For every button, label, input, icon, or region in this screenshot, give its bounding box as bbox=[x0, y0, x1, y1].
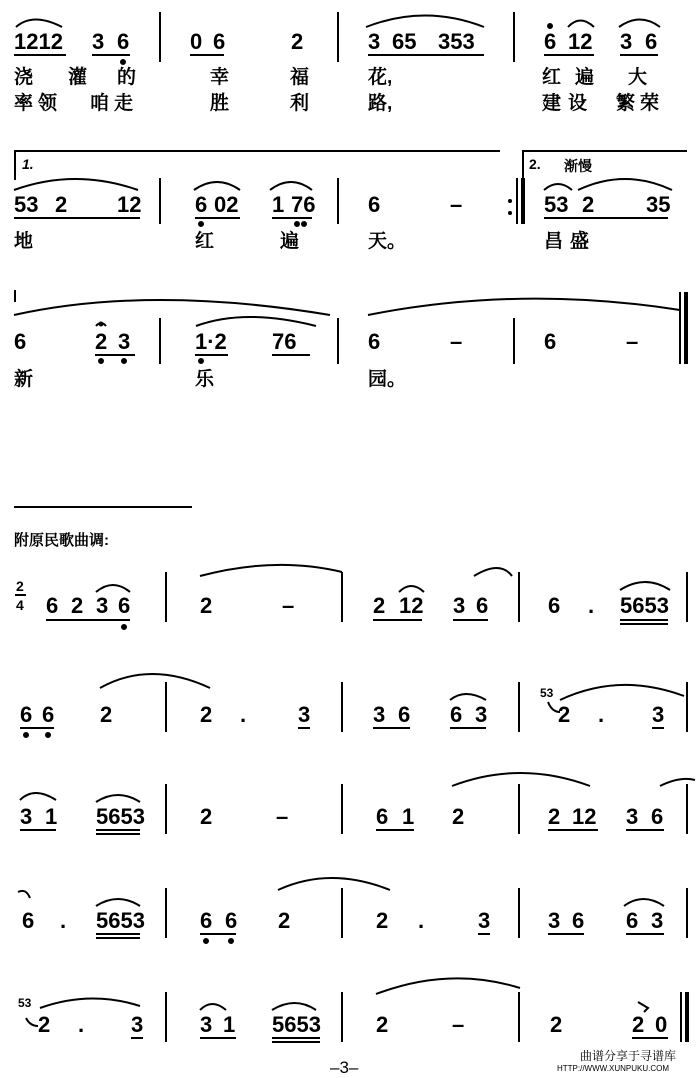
barline bbox=[341, 888, 343, 938]
note: 2 bbox=[582, 192, 595, 217]
slur bbox=[366, 16, 484, 28]
note: 5653 bbox=[96, 804, 145, 829]
note: 3 bbox=[453, 593, 466, 618]
note: 2 bbox=[376, 908, 389, 933]
lyric: 红 bbox=[542, 67, 562, 88]
volta-bracket-2-edge bbox=[522, 150, 524, 180]
slur bbox=[544, 184, 572, 190]
slur bbox=[40, 998, 140, 1008]
lyric: 咱 bbox=[90, 93, 110, 114]
slur bbox=[660, 779, 695, 786]
lyric: 新 bbox=[14, 369, 34, 390]
note: 3 bbox=[131, 1012, 144, 1037]
lyric: 胜 bbox=[210, 93, 230, 114]
dash: – bbox=[282, 593, 295, 618]
barline bbox=[341, 784, 343, 834]
note: 2 bbox=[200, 804, 213, 829]
note: 3 bbox=[475, 702, 488, 727]
slur bbox=[16, 20, 62, 28]
barline bbox=[341, 572, 343, 622]
note: 12 bbox=[117, 192, 142, 217]
note: 1 bbox=[223, 1012, 236, 1037]
note: 1212 bbox=[14, 29, 63, 54]
lyric: 遍 bbox=[575, 67, 595, 88]
slur bbox=[624, 899, 664, 906]
note: 6 bbox=[376, 804, 389, 829]
lyric: 的 bbox=[117, 67, 137, 88]
ending-1-label: 1. bbox=[22, 156, 34, 172]
note: 2 bbox=[278, 908, 291, 933]
slur-end bbox=[18, 891, 30, 898]
dash: – bbox=[450, 192, 463, 217]
low-octave-dot bbox=[121, 60, 125, 64]
note: 6 bbox=[14, 329, 27, 354]
lyric: 浇 bbox=[14, 67, 34, 88]
accent-mark bbox=[638, 1002, 648, 1012]
barline bbox=[513, 12, 515, 62]
note: 6 bbox=[572, 908, 585, 933]
fermata-dot bbox=[100, 323, 103, 326]
low-octave-dot bbox=[302, 222, 306, 226]
note: 6 bbox=[20, 702, 33, 727]
slur bbox=[20, 793, 56, 800]
slur bbox=[270, 182, 312, 190]
barline bbox=[159, 318, 161, 364]
note: 2 bbox=[550, 1012, 563, 1037]
barline bbox=[518, 784, 520, 834]
note: 3 bbox=[200, 1012, 213, 1037]
note: 6 bbox=[651, 804, 664, 829]
note: 3 bbox=[626, 804, 639, 829]
grace-notes: 53 bbox=[540, 686, 554, 700]
note: 1 bbox=[402, 804, 415, 829]
barline bbox=[686, 784, 688, 834]
note: 6 bbox=[195, 192, 208, 217]
slur bbox=[620, 582, 670, 590]
note: 6 bbox=[645, 29, 658, 54]
dot-extension: . bbox=[240, 702, 247, 727]
barline bbox=[516, 178, 518, 224]
note: 5653 bbox=[272, 1012, 321, 1037]
note: 6 bbox=[368, 192, 381, 217]
final-barline-thin bbox=[680, 992, 682, 1042]
lyric: 花, bbox=[368, 67, 393, 88]
note: 53 bbox=[544, 192, 569, 217]
lyric: 红 bbox=[195, 231, 215, 252]
slur bbox=[560, 685, 684, 700]
note: 2 bbox=[38, 1012, 51, 1037]
time-signature-bottom: 4 bbox=[16, 597, 24, 613]
ending-2-label: 2. bbox=[529, 156, 541, 172]
note: 2 bbox=[548, 804, 561, 829]
note: 3 bbox=[652, 702, 665, 727]
lyric: 率 bbox=[14, 93, 34, 114]
note: 0 bbox=[190, 29, 203, 54]
dot-extension: . bbox=[418, 908, 425, 933]
slur bbox=[194, 182, 240, 190]
note: 3 bbox=[651, 908, 664, 933]
lyric: 盛 bbox=[570, 231, 590, 252]
note: 1 bbox=[272, 192, 285, 217]
repeat-dot bbox=[508, 211, 512, 215]
barline bbox=[165, 682, 167, 732]
fermata bbox=[96, 323, 106, 326]
note: 2 bbox=[373, 593, 386, 618]
slur bbox=[619, 20, 660, 28]
note: 6 bbox=[398, 702, 411, 727]
note: 3 bbox=[92, 29, 105, 54]
slur bbox=[96, 899, 140, 906]
barline bbox=[165, 572, 167, 622]
watermark-url: HTTP://WWW.XUNPUKU.COM bbox=[557, 1064, 669, 1073]
low-octave-dot bbox=[229, 939, 233, 943]
slur bbox=[272, 1003, 316, 1010]
note: 6 bbox=[117, 29, 130, 54]
slur bbox=[450, 694, 486, 700]
note: 1·2 bbox=[195, 329, 227, 354]
note: 6 bbox=[118, 593, 131, 618]
note: 35 bbox=[646, 192, 671, 217]
note: 12 bbox=[399, 593, 424, 618]
note: 53 bbox=[14, 192, 39, 217]
slur bbox=[96, 585, 130, 592]
note: 02 bbox=[214, 192, 239, 217]
page-number: –3– bbox=[330, 1058, 359, 1077]
lyric: 昌 bbox=[544, 231, 564, 252]
volta-bracket-1 bbox=[14, 150, 500, 152]
low-octave-dot bbox=[199, 359, 203, 363]
final-barline-thin bbox=[679, 292, 681, 364]
slur bbox=[200, 1004, 226, 1010]
dot-extension: . bbox=[60, 908, 67, 933]
note: 6 bbox=[544, 29, 557, 54]
note: 76 bbox=[272, 329, 297, 354]
final-barline-thick bbox=[684, 292, 688, 364]
note: 76 bbox=[291, 192, 316, 217]
low-octave-dot bbox=[24, 733, 28, 737]
note: 6 bbox=[200, 908, 213, 933]
note: 2 bbox=[376, 1012, 389, 1037]
barline bbox=[513, 318, 515, 364]
lyric: 利 bbox=[290, 93, 310, 114]
barline bbox=[518, 682, 520, 732]
barline bbox=[165, 784, 167, 834]
note: 6 bbox=[225, 908, 238, 933]
system-edge bbox=[14, 290, 16, 302]
tie bbox=[200, 565, 342, 576]
note: 2 bbox=[200, 702, 213, 727]
slur bbox=[196, 317, 316, 326]
barline bbox=[337, 12, 339, 62]
barline bbox=[165, 992, 167, 1042]
separator-line bbox=[14, 506, 192, 508]
lyric: 福 bbox=[290, 67, 310, 88]
note: 2 bbox=[200, 593, 213, 618]
note: 1 bbox=[45, 804, 58, 829]
barline bbox=[518, 888, 520, 938]
slur bbox=[568, 21, 594, 28]
lyric: 领 bbox=[38, 93, 58, 114]
barline bbox=[686, 572, 688, 622]
low-octave-dot bbox=[46, 733, 50, 737]
tempo-marking: 渐慢 bbox=[564, 158, 592, 174]
watermark-text: 曲谱分享于寻谱库 bbox=[580, 1049, 677, 1063]
note: 5653 bbox=[96, 908, 145, 933]
volta-bracket-1-edge bbox=[14, 150, 16, 180]
grace-slur bbox=[26, 1018, 38, 1026]
note: 12 bbox=[568, 29, 593, 54]
slur bbox=[278, 878, 390, 890]
barline bbox=[686, 682, 688, 732]
lyric: 荣 bbox=[640, 93, 660, 114]
slur bbox=[14, 179, 138, 190]
note: 2 bbox=[71, 593, 84, 618]
note: 6 bbox=[544, 329, 557, 354]
lyric: 路, bbox=[368, 93, 393, 114]
barline bbox=[686, 888, 688, 938]
lyric: 遍 bbox=[280, 231, 300, 252]
note: 12 bbox=[572, 804, 597, 829]
barline bbox=[518, 572, 520, 622]
note: 3 bbox=[368, 29, 381, 54]
volta-bracket-2 bbox=[522, 150, 687, 152]
lyric: 大 bbox=[628, 67, 648, 88]
dot-extension: . bbox=[598, 702, 605, 727]
low-octave-dot bbox=[122, 359, 126, 363]
repeat-dot bbox=[508, 199, 512, 203]
slur bbox=[474, 568, 512, 576]
dot-extension: . bbox=[588, 593, 595, 618]
lyric: 繁 bbox=[616, 93, 636, 114]
note: 6 bbox=[548, 593, 561, 618]
note: 3 bbox=[620, 29, 633, 54]
dash: – bbox=[626, 329, 639, 354]
dash: – bbox=[450, 329, 463, 354]
low-octave-dot bbox=[99, 359, 103, 363]
note: 3 bbox=[96, 593, 109, 618]
dot-extension: . bbox=[78, 1012, 85, 1037]
note: 2 bbox=[55, 192, 68, 217]
slur bbox=[368, 299, 680, 315]
low-octave-dot bbox=[295, 222, 299, 226]
low-octave-dot bbox=[122, 625, 126, 629]
slur bbox=[96, 795, 140, 802]
low-octave-dot bbox=[199, 222, 203, 226]
lyric: 走 bbox=[114, 93, 134, 114]
note: 6 bbox=[476, 593, 489, 618]
barline bbox=[341, 682, 343, 732]
note: 2 bbox=[558, 702, 571, 727]
lyric: 设 bbox=[568, 93, 588, 114]
note: 3 bbox=[118, 329, 131, 354]
barline bbox=[159, 178, 161, 224]
note: 2 bbox=[632, 1012, 645, 1037]
low-octave-dot bbox=[204, 939, 208, 943]
note: 3 bbox=[298, 702, 311, 727]
grace-notes: 53 bbox=[18, 996, 32, 1010]
note: 2 bbox=[100, 702, 113, 727]
slur bbox=[578, 179, 672, 190]
note: 65 bbox=[392, 29, 417, 54]
dash: – bbox=[276, 804, 289, 829]
note: 2 bbox=[452, 804, 465, 829]
lyric: 地 bbox=[14, 231, 34, 252]
note: 3 bbox=[20, 804, 33, 829]
lyric: 乐 bbox=[195, 369, 215, 390]
time-signature-top: 2 bbox=[16, 578, 24, 594]
lyric: 幸 bbox=[210, 67, 230, 88]
note: 3 bbox=[373, 702, 386, 727]
lyric: 园。 bbox=[368, 369, 407, 390]
barline bbox=[165, 888, 167, 938]
repeat-barline bbox=[521, 178, 525, 224]
note: 6 bbox=[46, 593, 59, 618]
time-signature-line bbox=[15, 594, 26, 596]
barline bbox=[341, 992, 343, 1042]
high-octave-dot bbox=[548, 24, 552, 28]
appendix-heading: 附原民歌曲调: bbox=[14, 532, 109, 549]
barline bbox=[337, 178, 339, 224]
note: 0 bbox=[655, 1012, 668, 1037]
barline bbox=[337, 318, 339, 364]
note: 6 bbox=[626, 908, 639, 933]
tie bbox=[100, 674, 210, 688]
lyric: 建 bbox=[542, 93, 562, 114]
lyric: 天。 bbox=[368, 231, 407, 252]
slur bbox=[399, 586, 424, 592]
note: 3 bbox=[548, 908, 561, 933]
final-barline-thick bbox=[685, 992, 689, 1042]
note: 6 bbox=[450, 702, 463, 727]
note: 2 bbox=[291, 29, 304, 54]
slur bbox=[14, 300, 330, 315]
slur bbox=[376, 978, 520, 994]
note: 5653 bbox=[620, 593, 669, 618]
barline bbox=[159, 12, 161, 62]
barline bbox=[518, 992, 520, 1042]
note: 3 bbox=[478, 908, 491, 933]
note: 6 bbox=[213, 29, 226, 54]
note: 6 bbox=[368, 329, 381, 354]
note: 2 bbox=[95, 329, 108, 354]
slur bbox=[452, 773, 590, 786]
note: 6 bbox=[42, 702, 55, 727]
note: 353 bbox=[438, 29, 475, 54]
note: 6 bbox=[22, 908, 35, 933]
dash: – bbox=[452, 1012, 465, 1037]
lyric: 灌 bbox=[68, 67, 88, 88]
